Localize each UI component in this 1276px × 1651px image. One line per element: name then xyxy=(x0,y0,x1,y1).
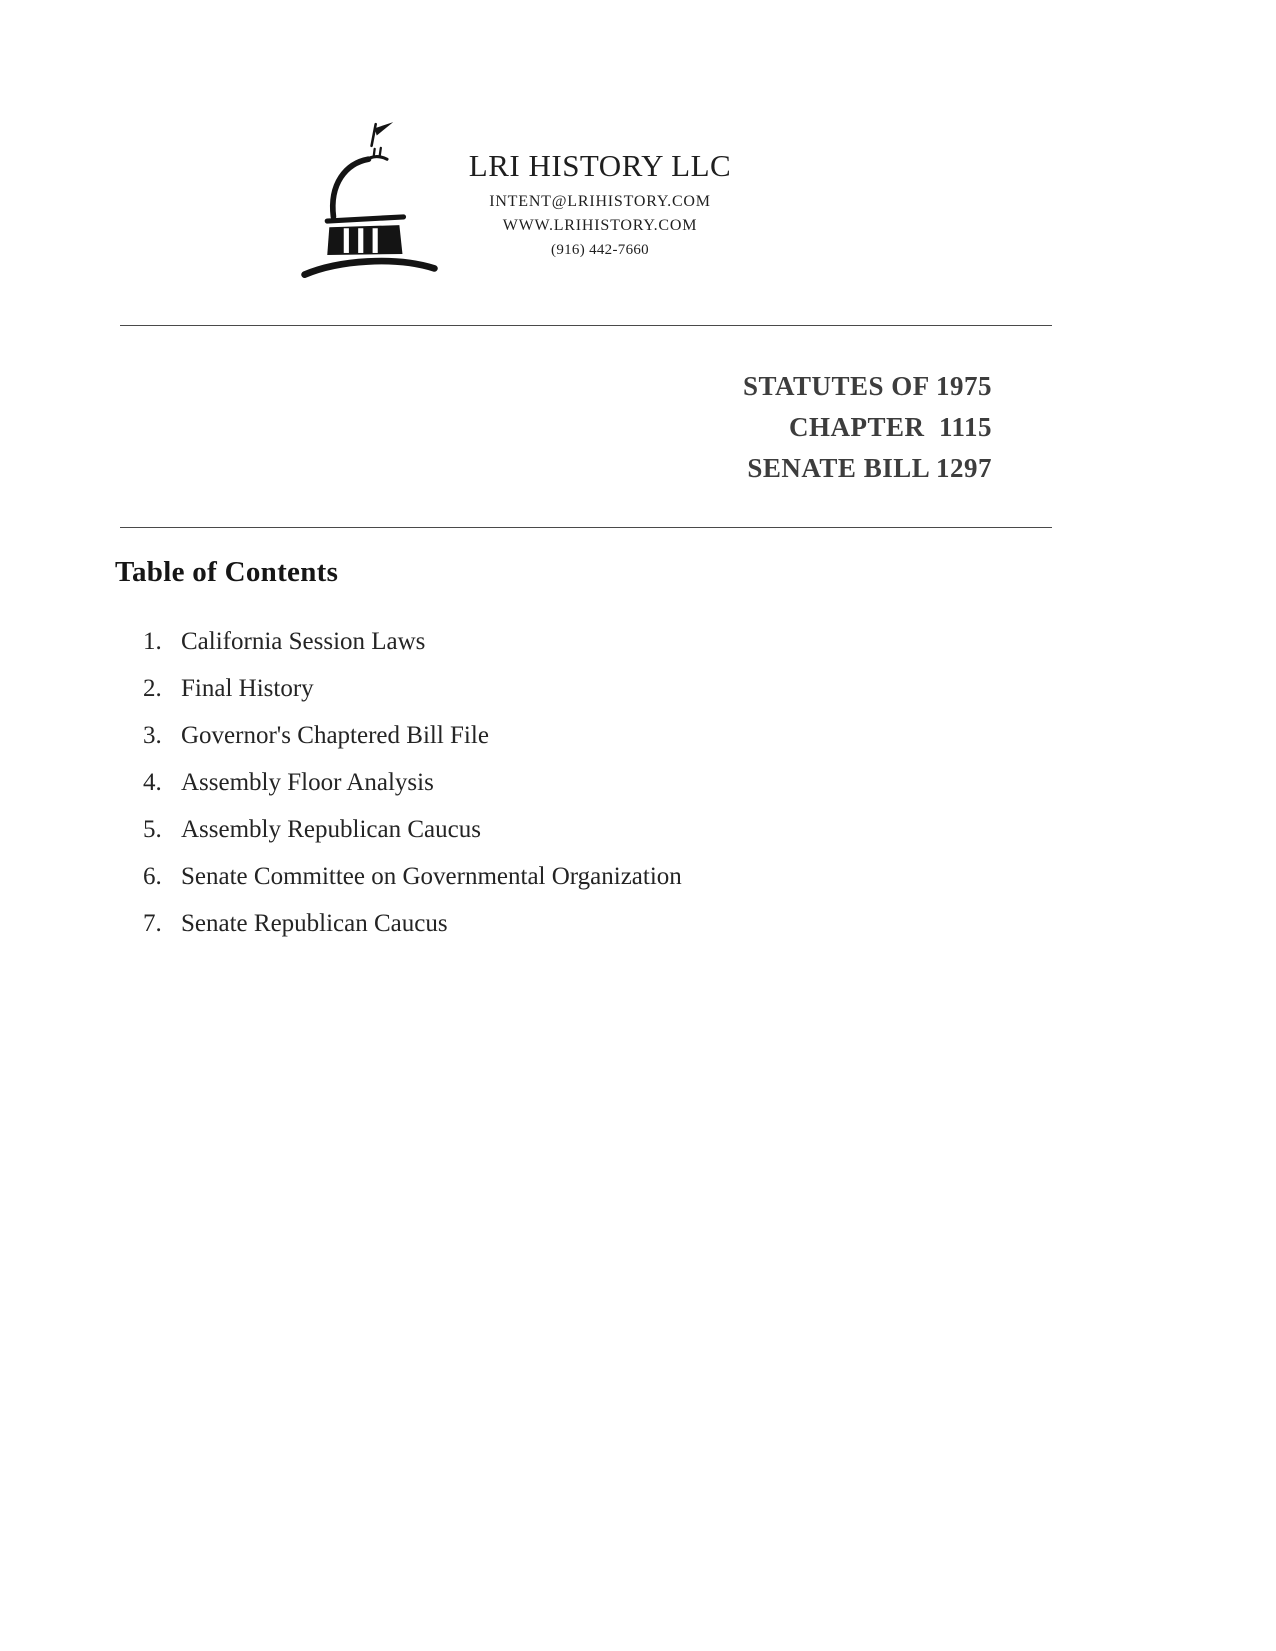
toc-item-label: Senate Committee on Governmental Organization xyxy=(181,862,682,890)
toc-item-number: 5. xyxy=(143,815,162,843)
divider-top xyxy=(120,325,1052,326)
company-name: LRI HISTORY LLC xyxy=(468,148,732,183)
toc-item-number: 3. xyxy=(143,721,162,749)
toc-item-number: 1. xyxy=(143,627,162,655)
toc-item xyxy=(143,618,682,665)
toc-item xyxy=(143,759,682,806)
letterhead-text xyxy=(430,148,770,259)
toc-item xyxy=(143,712,682,759)
statutes-line: STATUTES OF 1975 xyxy=(742,371,992,401)
capitol-dome-icon xyxy=(292,118,447,288)
toc-heading: Table of Contents xyxy=(115,556,339,588)
toc-item-label: Final History xyxy=(181,674,314,702)
toc-item-number: 4. xyxy=(143,768,162,796)
toc-item xyxy=(143,853,682,900)
toc-item-label: Senate Republican Caucus xyxy=(181,909,448,937)
chapter-line: CHAPTER 1115 xyxy=(788,412,992,442)
senate-bill-line: SENATE BILL 1297 xyxy=(747,453,992,483)
document-title-block xyxy=(450,366,992,489)
toc-item xyxy=(143,806,682,853)
toc-item-label: Assembly Floor Analysis xyxy=(181,768,434,796)
company-phone: (916) 442-7660 xyxy=(551,242,649,258)
toc-item-number: 7. xyxy=(143,909,162,937)
divider-bottom xyxy=(120,527,1052,528)
toc-item xyxy=(143,900,682,947)
toc-item-number: 2. xyxy=(143,674,162,702)
company-website: WWW.LRIHISTORY.COM xyxy=(502,217,698,234)
toc-item-label: Governor's Chaptered Bill File xyxy=(181,721,489,749)
table-of-contents xyxy=(143,618,682,947)
toc-item xyxy=(143,665,682,712)
company-email: INTENT@LRIHISTORY.COM xyxy=(489,193,711,210)
toc-item-number: 6. xyxy=(143,862,162,890)
toc-item-label: California Session Laws xyxy=(181,627,426,655)
toc-item-label: Assembly Republican Caucus xyxy=(181,815,481,843)
